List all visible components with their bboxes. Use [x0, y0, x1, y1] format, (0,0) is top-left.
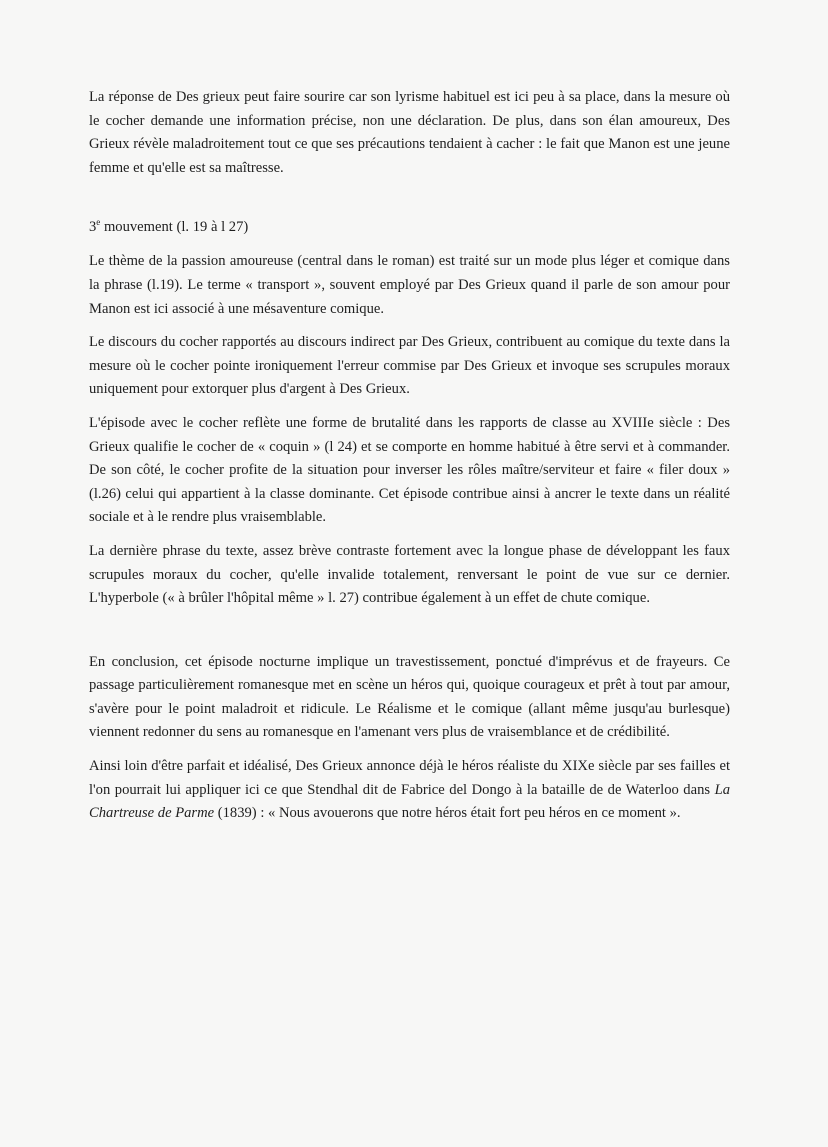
section-title: mouvement (l. 19 à l 27)	[100, 219, 249, 236]
paragraph-heros-realiste	[89, 755, 730, 826]
paragraph-brutalite-classe: L'épisode avec le cocher reflète une forme de brutalité dans les rapports de classe au XVIIIe siècle : Des Grieux qualifie le cocher de « coquin » (l 24) et se comporte en homme habitué à être servi et à commander. De son côté, le cocher profite de la situation pour inverser les rôles maître/serviteur et faire « filer doux » (l.26) celui qui appartient à la classe dominante. Cet épisode contribue ainsi à ancrer le texte dans un réalité sociale et à le rendre plus vraisemblable.	[89, 414, 730, 526]
paragraph-reponse-des-grieux: La réponse de Des grieux peut faire sourire car son lyrisme habituel est ici peu à sa place, dans la mesure où le cocher demande une information précise, non une déclaration. De plus, dans son élan amoureux, Des Grieux révèle maladroitement tout ce que ses précautions tendaient à cacher : le fait que Manon est une jeune femme et qu'elle est sa maîtresse.	[89, 89, 730, 176]
section-heading-troisieme-mouvement	[89, 216, 730, 238]
paragraph-passion-amoureuse: Le thème de la passion amoureuse (central dans le roman) est traité sur un mode plus léger et comique dans la phrase (l.19). Le terme « transport », souvent employé par Des Grieux quand il parle de son amour pour Manon est ici associé à une mésaventure comique.	[89, 253, 730, 317]
section-number: 3	[89, 219, 97, 236]
paragraph-discours-cocher: Le discours du cocher rapportés au discours indirect par Des Grieux, contribuent au comique du texte dans la mesure où le cocher pointe ironiquement l'erreur commise par Des Grieux et invoque ses scrupules moraux uniquement pour extorquer plus d'argent à Des Grieux.	[89, 334, 730, 398]
section-superscript: e	[96, 217, 101, 228]
paragraph-text-before-title: Ainsi loin d'être parfait et idéalisé, Des Grieux annonce déjà le héros réaliste du XIXe siècle par ses failles et l'on pourrait lui appliquer ici ce que Stendhal dit de Fabrice del Dongo à la bataille de de Waterloo dans	[89, 758, 730, 798]
paragraph-conclusion: En conclusion, cet épisode nocturne implique un travestissement, ponctué d'imprévus et de frayeurs. Ce passage particulièrement romanesque met en scène un héros qui, quoique courageux et prêt à tout par amour, s'avère pour le point maladroit et ridicule. Le Réalisme et le comique (allant même jusqu'au burlesque) viennent redonner du sens au romanesque en l'amenant vers plus de vraisemblance et de crédibilité.	[89, 653, 730, 741]
book-title: La Chartreuse de Parme	[89, 781, 730, 822]
paragraph-text-after-title: (1839) : « Nous avouerons que notre héros était fort peu héros en ce moment ».	[214, 805, 681, 822]
paragraph-derniere-phrase: La dernière phrase du texte, assez brève contraste fortement avec la longue phase de développant les faux scrupules moraux du cocher, qu'elle invalide totalement, renversant le point de vue sur ce dernier. L'hyperbole (« à brûler l'hôpital même » l. 27) contribue également à un effet de chute comique.	[89, 542, 730, 607]
